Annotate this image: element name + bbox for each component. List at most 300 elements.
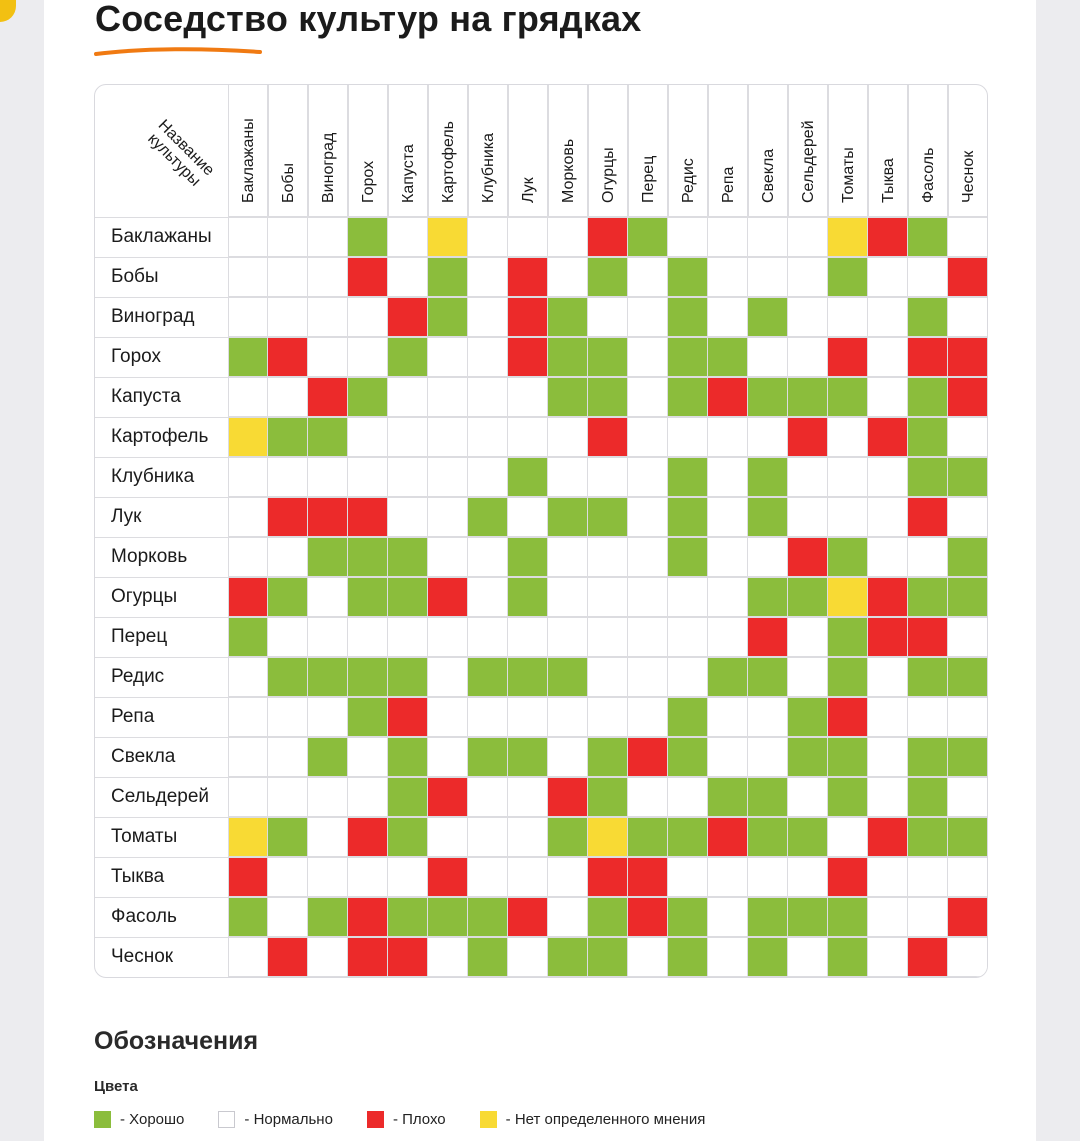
compat-cell — [308, 577, 348, 617]
compat-cell — [268, 737, 308, 777]
compat-cell — [428, 777, 468, 817]
compat-cell — [948, 537, 988, 577]
compat-cell — [828, 777, 868, 817]
compat-cell — [308, 737, 348, 777]
compat-cell — [708, 817, 748, 857]
compat-cell — [268, 497, 308, 537]
compat-cell — [668, 377, 708, 417]
row-header-label: Редис — [111, 666, 165, 687]
compat-cell — [788, 817, 828, 857]
compat-cell — [708, 457, 748, 497]
row-header-label: Капуста — [111, 386, 181, 407]
compat-cell — [428, 897, 468, 937]
column-header — [428, 85, 468, 217]
compat-cell — [468, 657, 508, 697]
compat-cell — [388, 337, 428, 377]
compat-cell — [588, 457, 628, 497]
column-header — [748, 85, 788, 217]
row-divider — [95, 217, 228, 218]
compat-cell — [868, 377, 908, 417]
compat-cell — [788, 217, 828, 257]
compat-cell — [348, 217, 388, 257]
compat-cell — [348, 697, 388, 737]
compatibility-table — [94, 84, 988, 978]
compat-cell — [868, 937, 908, 977]
compat-cell — [428, 817, 468, 857]
row-header-label: Клубника — [111, 466, 195, 487]
compat-cell — [908, 497, 948, 537]
compat-cell — [468, 817, 508, 857]
compat-cell — [868, 897, 908, 937]
column-header-label: Виноград — [320, 132, 337, 203]
compat-cell — [508, 297, 548, 337]
compat-cell — [868, 617, 908, 657]
compat-cell — [828, 377, 868, 417]
compat-cell — [868, 497, 908, 537]
column-header — [308, 85, 348, 217]
legend — [94, 1111, 739, 1128]
compat-cell — [748, 697, 788, 737]
compat-cell — [268, 297, 308, 337]
compat-cell — [308, 457, 348, 497]
column-header — [828, 85, 868, 217]
compat-cell — [428, 737, 468, 777]
column-header-label: Сельдерей — [800, 120, 817, 203]
row-divider — [95, 457, 228, 458]
compat-cell — [708, 417, 748, 457]
compat-cell — [868, 257, 908, 297]
compat-cell — [308, 617, 348, 657]
compat-cell — [468, 457, 508, 497]
compat-cell — [748, 297, 788, 337]
compat-cell — [228, 417, 268, 457]
compat-cell — [548, 737, 588, 777]
compat-cell — [908, 617, 948, 657]
compat-cell — [908, 217, 948, 257]
compat-cell — [948, 217, 988, 257]
compat-cell — [468, 417, 508, 457]
column-header — [228, 85, 268, 217]
compat-cell — [668, 297, 708, 337]
compat-cell — [668, 777, 708, 817]
compat-cell — [268, 257, 308, 297]
compat-cell — [668, 257, 708, 297]
compat-cell — [228, 737, 268, 777]
compat-cell — [508, 497, 548, 537]
compat-cell — [588, 657, 628, 697]
compat-cell — [508, 337, 548, 377]
compat-cell — [668, 937, 708, 977]
compat-cell — [708, 937, 748, 977]
compat-cell — [708, 577, 748, 617]
compat-cell — [428, 577, 468, 617]
compat-cell — [548, 337, 588, 377]
row-header-label: Фасоль — [111, 906, 177, 927]
compat-cell — [348, 337, 388, 377]
compat-cell — [428, 417, 468, 457]
compat-cell — [388, 657, 428, 697]
compat-cell — [308, 817, 348, 857]
compat-cell — [908, 457, 948, 497]
column-header-label: Картофель — [440, 120, 457, 203]
compat-cell — [508, 657, 548, 697]
compat-cell — [868, 577, 908, 617]
column-header — [348, 85, 388, 217]
column-header-label: Свекла — [760, 148, 777, 203]
compat-cell — [428, 657, 468, 697]
compat-cell — [788, 257, 828, 297]
compat-cell — [908, 577, 948, 617]
compat-cell — [348, 497, 388, 537]
compat-cell — [628, 337, 668, 377]
compat-cell — [228, 217, 268, 257]
compat-cell — [428, 457, 468, 497]
compat-cell — [228, 537, 268, 577]
compat-cell — [868, 457, 908, 497]
compat-cell — [828, 737, 868, 777]
compat-cell — [228, 577, 268, 617]
compat-cell — [668, 217, 708, 257]
compat-cell — [628, 297, 668, 337]
compat-cell — [948, 337, 988, 377]
compat-cell — [668, 737, 708, 777]
compat-cell — [708, 257, 748, 297]
row-header-label: Репа — [111, 706, 155, 727]
legend-item — [218, 1111, 333, 1128]
compat-cell — [388, 577, 428, 617]
row-header-label: Лук — [111, 506, 142, 527]
compat-cell — [788, 737, 828, 777]
compat-cell — [428, 257, 468, 297]
compat-cell — [468, 857, 508, 897]
row-divider — [95, 577, 228, 578]
compat-cell — [508, 257, 548, 297]
legend-swatch — [218, 1111, 235, 1128]
compat-cell — [588, 417, 628, 457]
compat-cell — [868, 217, 908, 257]
column-header — [468, 85, 508, 217]
compat-cell — [748, 737, 788, 777]
compat-cell — [668, 577, 708, 617]
compat-cell — [548, 857, 588, 897]
compat-cell — [868, 857, 908, 897]
compat-cell — [388, 257, 428, 297]
compat-cell — [708, 377, 748, 417]
row-header-label: Бобы — [111, 266, 159, 287]
compat-cell — [268, 617, 308, 657]
compat-cell — [228, 337, 268, 377]
compat-cell — [588, 737, 628, 777]
compat-cell — [748, 577, 788, 617]
compat-cell — [708, 217, 748, 257]
compat-cell — [228, 857, 268, 897]
compat-cell — [948, 657, 988, 697]
compat-cell — [588, 297, 628, 337]
compat-cell — [828, 577, 868, 617]
compat-cell — [508, 897, 548, 937]
compat-cell — [908, 697, 948, 737]
compat-cell — [748, 457, 788, 497]
row-divider — [95, 497, 228, 498]
compat-cell — [628, 937, 668, 977]
compat-cell — [388, 937, 428, 977]
legend-title: Обозначения — [94, 1027, 259, 1055]
column-header — [588, 85, 628, 217]
compat-cell — [708, 737, 748, 777]
compat-cell — [508, 777, 548, 817]
compat-cell — [468, 577, 508, 617]
compat-cell — [948, 297, 988, 337]
compat-cell — [748, 857, 788, 897]
compat-cell — [388, 217, 428, 257]
legend-label: - Хорошо — [120, 1111, 185, 1128]
compat-cell — [548, 577, 588, 617]
compat-cell — [668, 617, 708, 657]
compat-cell — [908, 937, 948, 977]
compat-cell — [708, 897, 748, 937]
compat-cell — [388, 497, 428, 537]
compat-cell — [828, 937, 868, 977]
compat-cell — [588, 217, 628, 257]
compat-cell — [748, 617, 788, 657]
row-header-label: Картофель — [111, 426, 209, 447]
compat-cell — [388, 417, 428, 457]
corner-accent — [0, 0, 16, 22]
column-header-label: Репа — [720, 166, 737, 203]
compat-cell — [508, 537, 548, 577]
compat-cell — [308, 257, 348, 297]
column-header — [788, 85, 828, 217]
legend-item — [480, 1111, 706, 1128]
compat-cell — [908, 537, 948, 577]
compat-cell — [548, 457, 588, 497]
compat-cell — [828, 697, 868, 737]
column-header-label: Клубника — [480, 132, 497, 203]
compat-cell — [668, 457, 708, 497]
compat-cell — [308, 337, 348, 377]
compat-cell — [268, 777, 308, 817]
column-header — [508, 85, 548, 217]
compat-cell — [268, 897, 308, 937]
row-divider — [95, 377, 228, 378]
column-header — [268, 85, 308, 217]
row-header-label: Томаты — [111, 826, 178, 847]
row-divider — [95, 697, 228, 698]
compat-cell — [588, 777, 628, 817]
compat-cell — [468, 737, 508, 777]
compat-cell — [748, 337, 788, 377]
column-header-label: Томаты — [840, 147, 857, 203]
column-header-label: Бобы — [280, 162, 297, 203]
compat-cell — [588, 497, 628, 537]
compat-cell — [348, 897, 388, 937]
compat-cell — [308, 857, 348, 897]
compat-cell — [828, 497, 868, 537]
compat-cell — [508, 697, 548, 737]
compat-cell — [668, 537, 708, 577]
compat-cell — [708, 337, 748, 377]
compat-cell — [308, 497, 348, 537]
compat-cell — [228, 817, 268, 857]
compat-cell — [428, 497, 468, 537]
compat-cell — [308, 537, 348, 577]
compat-cell — [748, 537, 788, 577]
row-divider — [95, 617, 228, 618]
compat-cell — [828, 857, 868, 897]
compat-cell — [708, 537, 748, 577]
compat-cell — [388, 857, 428, 897]
compat-cell — [948, 857, 988, 897]
compat-cell — [468, 217, 508, 257]
compat-cell — [468, 377, 508, 417]
legend-label: - Плохо — [392, 1111, 446, 1128]
compat-cell — [348, 457, 388, 497]
compat-cell — [348, 257, 388, 297]
compat-cell — [788, 377, 828, 417]
legend-label: - Нет определенного мнения — [505, 1111, 706, 1128]
compat-cell — [788, 697, 828, 737]
compat-cell — [228, 297, 268, 337]
compat-cell — [268, 417, 308, 457]
compat-cell — [588, 817, 628, 857]
compat-cell — [828, 337, 868, 377]
compat-cell — [868, 697, 908, 737]
row-divider — [95, 737, 228, 738]
compat-cell — [628, 577, 668, 617]
compat-cell — [908, 777, 948, 817]
compat-cell — [388, 297, 428, 337]
compat-cell — [508, 817, 548, 857]
compat-cell — [268, 657, 308, 697]
compat-cell — [348, 297, 388, 337]
compat-cell — [828, 257, 868, 297]
compat-cell — [348, 377, 388, 417]
compat-cell — [668, 817, 708, 857]
compat-cell — [228, 937, 268, 977]
corner-label: Название культуры — [144, 116, 218, 190]
compat-cell — [628, 257, 668, 297]
compat-cell — [708, 297, 748, 337]
compat-cell — [868, 657, 908, 697]
compat-cell — [548, 617, 588, 657]
compat-cell — [548, 657, 588, 697]
row-header-label: Морковь — [111, 546, 188, 567]
compat-cell — [828, 617, 868, 657]
compat-cell — [268, 337, 308, 377]
compat-cell — [548, 417, 588, 457]
row-divider — [95, 897, 228, 898]
compat-cell — [908, 857, 948, 897]
row-divider — [95, 417, 228, 418]
row-divider — [95, 777, 228, 778]
legend-item — [94, 1111, 184, 1128]
compat-cell — [388, 697, 428, 737]
row-divider — [95, 297, 228, 298]
compat-cell — [828, 297, 868, 337]
compat-cell — [828, 657, 868, 697]
compat-cell — [548, 817, 588, 857]
compat-cell — [468, 537, 508, 577]
compat-cell — [668, 657, 708, 697]
column-header-label: Баклажаны — [240, 118, 257, 203]
compat-cell — [828, 417, 868, 457]
compat-cell — [948, 897, 988, 937]
compat-cell — [908, 897, 948, 937]
compat-cell — [508, 217, 548, 257]
compat-cell — [228, 617, 268, 657]
row-header-label: Виноград — [111, 306, 195, 327]
compat-cell — [708, 657, 748, 697]
compat-cell — [428, 377, 468, 417]
compat-cell — [628, 417, 668, 457]
title-underline — [94, 44, 264, 60]
compat-cell — [428, 217, 468, 257]
compat-cell — [588, 617, 628, 657]
column-header — [628, 85, 668, 217]
column-header — [948, 85, 988, 217]
row-header-label: Свекла — [111, 746, 176, 767]
compat-cell — [268, 457, 308, 497]
compat-cell — [828, 897, 868, 937]
column-header-label: Капуста — [400, 144, 417, 203]
compat-cell — [628, 817, 668, 857]
compat-cell — [908, 377, 948, 417]
compat-cell — [428, 337, 468, 377]
row-divider — [95, 657, 228, 658]
column-header-label: Лук — [520, 177, 537, 203]
compat-cell — [628, 857, 668, 897]
compat-cell — [788, 617, 828, 657]
compat-cell — [788, 337, 828, 377]
compat-cell — [308, 657, 348, 697]
compat-cell — [548, 897, 588, 937]
compat-cell — [868, 417, 908, 457]
compat-cell — [588, 257, 628, 297]
compat-cell — [348, 617, 388, 657]
compat-cell — [228, 457, 268, 497]
column-header-label: Огурцы — [600, 147, 617, 203]
compat-cell — [668, 337, 708, 377]
row-header-label: Горох — [111, 346, 162, 367]
compat-cell — [388, 897, 428, 937]
compat-cell — [468, 297, 508, 337]
compat-cell — [508, 377, 548, 417]
compat-cell — [628, 537, 668, 577]
compat-cell — [948, 577, 988, 617]
compat-cell — [548, 377, 588, 417]
row-header-label: Перец — [111, 626, 168, 647]
compat-cell — [348, 737, 388, 777]
row-divider — [95, 257, 228, 258]
compat-cell — [468, 777, 508, 817]
compat-cell — [948, 697, 988, 737]
compat-cell — [748, 657, 788, 697]
compat-cell — [788, 537, 828, 577]
compat-cell — [628, 617, 668, 657]
column-header-label: Перец — [640, 155, 657, 203]
compat-cell — [228, 777, 268, 817]
compat-cell — [228, 497, 268, 537]
compat-cell — [588, 537, 628, 577]
compat-cell — [508, 457, 548, 497]
compat-cell — [388, 537, 428, 577]
column-header-label: Морковь — [560, 138, 577, 203]
compat-cell — [548, 497, 588, 537]
compat-cell — [428, 537, 468, 577]
legend-subtitle: Цвета — [94, 1078, 138, 1095]
compat-cell — [828, 817, 868, 857]
compat-cell — [468, 897, 508, 937]
